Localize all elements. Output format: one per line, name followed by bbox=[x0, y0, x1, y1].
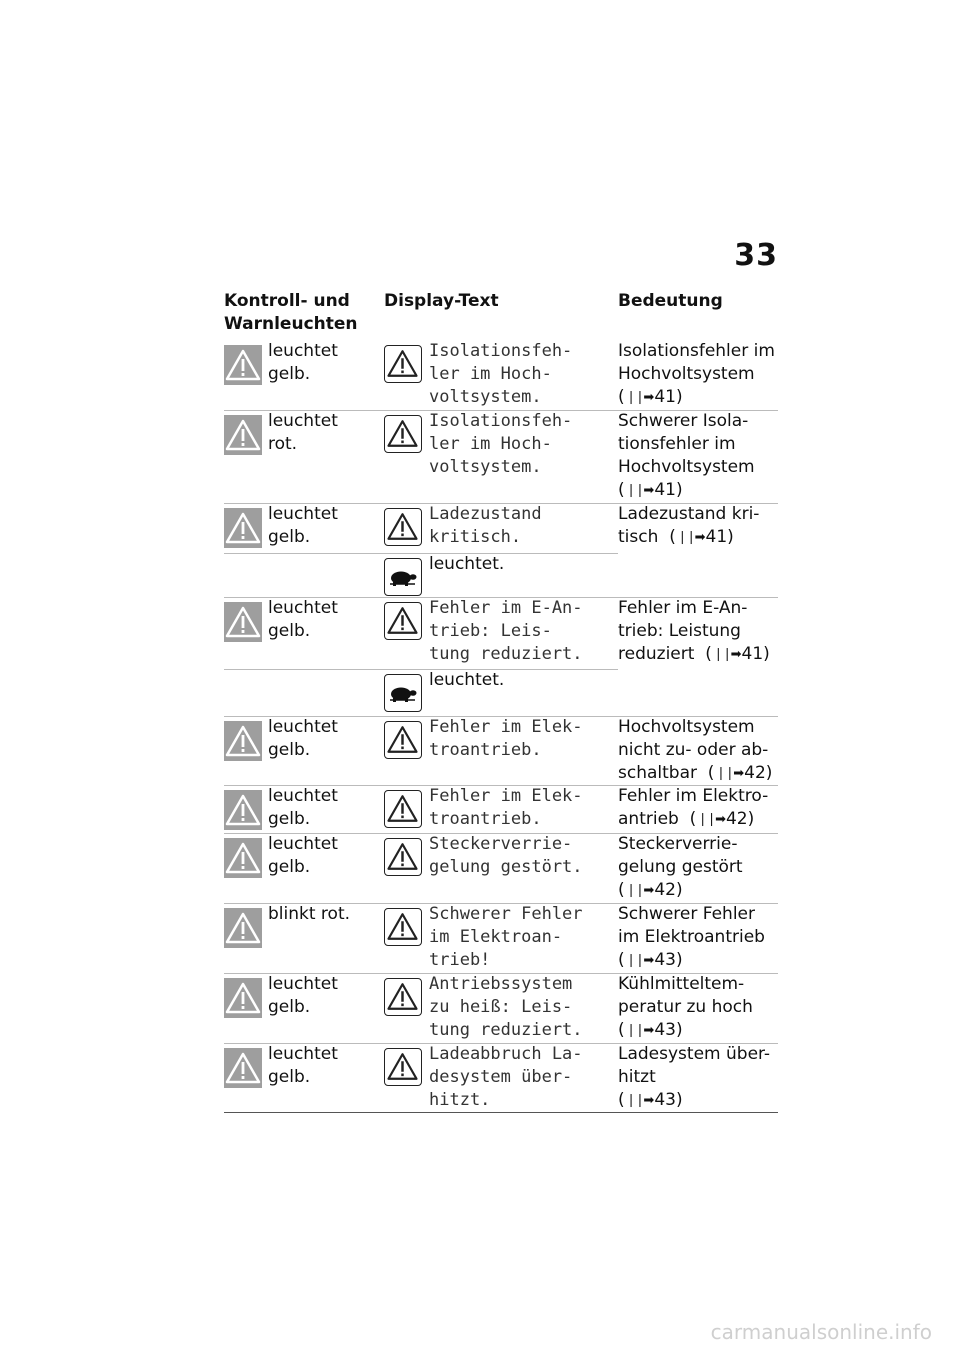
display-sub-text: leuchtet. bbox=[429, 670, 505, 690]
display-warning-icon bbox=[384, 1048, 422, 1086]
display-text bbox=[429, 973, 583, 1042]
display-text-line: Fehler im Elek- bbox=[429, 717, 583, 737]
light-state-line: gelb. bbox=[268, 364, 311, 384]
display-warning-icon bbox=[384, 838, 422, 876]
reference-arrow-icon: ❘❘➡ bbox=[625, 883, 653, 898]
meaning-text bbox=[618, 1043, 778, 1112]
display-text-line: trieb! bbox=[429, 950, 491, 970]
reference-page-number: 42) bbox=[744, 763, 773, 783]
page-reference[interactable]: (❘❘➡ 41) bbox=[618, 387, 683, 407]
display-warning-icon bbox=[384, 602, 422, 640]
reference-arrow-icon: ❘❘➡ bbox=[625, 483, 653, 498]
meaning-line: Schwerer Isola- bbox=[618, 411, 749, 431]
display-text bbox=[429, 410, 572, 479]
light-state bbox=[268, 716, 338, 762]
row-divider bbox=[224, 553, 618, 554]
light-state-line: leuchtet bbox=[268, 717, 338, 737]
display-text-line: tung reduziert. bbox=[429, 644, 583, 664]
light-state-line: gelb. bbox=[268, 809, 311, 829]
meaning-line: Hochvoltsystem bbox=[618, 364, 755, 384]
display-text-line: zu heiß: Leis- bbox=[429, 997, 573, 1017]
light-state-line: blinkt rot. bbox=[268, 904, 351, 924]
display-text-line: Schwerer Fehler bbox=[429, 904, 583, 924]
meaning-text bbox=[618, 833, 778, 902]
meaning-line: Fehler im Elektro- bbox=[618, 786, 769, 806]
reference-page-number: 42) bbox=[725, 809, 755, 829]
display-text-line: ler im Hoch- bbox=[429, 434, 552, 454]
display-text-line: desystem über- bbox=[429, 1067, 573, 1087]
light-state bbox=[268, 833, 338, 879]
warning-light-icon bbox=[224, 978, 262, 1018]
display-text-line: Ladezustand bbox=[429, 504, 542, 524]
light-state bbox=[268, 410, 338, 456]
page-number: 33 bbox=[734, 238, 778, 273]
meaning-text bbox=[618, 597, 778, 666]
display-text bbox=[429, 597, 583, 666]
meaning-text bbox=[618, 785, 778, 831]
meaning-line: Ladezustand kri- bbox=[618, 504, 760, 524]
meaning-line: hitzt bbox=[618, 1067, 656, 1087]
reference-page-number: 41) bbox=[705, 527, 734, 547]
display-text bbox=[429, 833, 583, 879]
meaning-text bbox=[618, 716, 778, 785]
meaning-line: nicht zu- oder ab- bbox=[618, 740, 769, 760]
reference-arrow-icon: ❘❘➡ bbox=[625, 1023, 653, 1038]
light-state-line: gelb. bbox=[268, 997, 311, 1017]
light-state-line: leuchtet bbox=[268, 341, 338, 361]
display-text bbox=[429, 503, 542, 549]
warning-light-icon bbox=[224, 602, 262, 642]
page-reference[interactable]: (❘❘➡ 43) bbox=[618, 1020, 683, 1040]
reference-page-number: 41) bbox=[654, 387, 683, 407]
reference-arrow-icon: ❘❘➡ bbox=[625, 390, 653, 405]
meaning-line: gelung gestört bbox=[618, 857, 743, 877]
reference-page-number: 42) bbox=[654, 880, 683, 900]
display-warning-icon bbox=[384, 508, 422, 546]
display-text-line: hitzt. bbox=[429, 1090, 491, 1110]
meaning-line: im Elektroantrieb bbox=[618, 927, 765, 947]
meaning-line: Hochvoltsystem bbox=[618, 457, 755, 477]
display-text-line: tung reduziert. bbox=[429, 1020, 583, 1040]
meaning-line: Steckerverrie- bbox=[618, 834, 738, 854]
meaning-line: antrieb (❘❘➡ 42) bbox=[618, 809, 755, 829]
light-state-line: leuchtet bbox=[268, 411, 338, 431]
display-text-line: voltsystem. bbox=[429, 387, 542, 407]
display-text-line: trieb: Leis- bbox=[429, 621, 552, 641]
meaning-line: Schwerer Fehler bbox=[618, 904, 755, 924]
warning-light-icon bbox=[224, 838, 262, 878]
meaning-line: Ladesystem über- bbox=[618, 1044, 771, 1064]
meaning-text bbox=[618, 973, 778, 1042]
light-state-line: leuchtet bbox=[268, 974, 338, 994]
meaning-line: trieb: Leistung bbox=[618, 621, 741, 641]
reference-arrow-icon: ❘❘➡ bbox=[697, 812, 724, 827]
display-warning-icon bbox=[384, 978, 422, 1016]
display-text-line: troantrieb. bbox=[429, 809, 542, 829]
meaning-line: Fehler im E-An- bbox=[618, 598, 748, 618]
light-state-line: leuchtet bbox=[268, 834, 338, 854]
page-reference[interactable]: (❘❘➡ 43) bbox=[618, 950, 683, 970]
row-divider bbox=[224, 1112, 778, 1113]
light-state-line: leuchtet bbox=[268, 786, 338, 806]
display-text-line: Isolationsfeh- bbox=[429, 411, 573, 431]
meaning-line: reduziert (❘❘➡ 41) bbox=[618, 644, 770, 664]
meaning-text bbox=[618, 410, 778, 502]
reference-arrow-icon: ❘❘➡ bbox=[625, 1093, 653, 1108]
light-state bbox=[268, 903, 350, 926]
reference-page-number: 41) bbox=[741, 644, 770, 664]
column-header-display-text: Display-Text bbox=[384, 291, 499, 311]
display-text-line: Fehler im E-An- bbox=[429, 598, 583, 618]
reference-page-number: 43) bbox=[654, 1090, 683, 1110]
light-state-line: leuchtet bbox=[268, 1044, 338, 1064]
watermark: carmanualsonline.info bbox=[710, 1320, 932, 1344]
warning-lights-table bbox=[224, 340, 778, 1115]
meaning-line: Kühlmitteltem- bbox=[618, 974, 745, 994]
reference-arrow-icon: ❘❘➡ bbox=[712, 647, 740, 662]
display-turtle-icon bbox=[384, 558, 422, 596]
light-state bbox=[268, 503, 338, 549]
display-text bbox=[429, 716, 583, 762]
display-text bbox=[429, 1043, 583, 1112]
reference-page-number: 43) bbox=[654, 1020, 683, 1040]
display-sub-text: leuchtet. bbox=[429, 554, 505, 574]
display-text-line: Isolationsfeh- bbox=[429, 341, 573, 361]
display-text-line: ler im Hoch- bbox=[429, 364, 552, 384]
light-state bbox=[268, 1043, 338, 1089]
meaning-text bbox=[618, 503, 778, 549]
display-turtle-icon bbox=[384, 674, 422, 712]
display-warning-icon bbox=[384, 415, 422, 453]
column-header-warning-lights: Kontroll- und Warnleuchten bbox=[224, 291, 358, 334]
display-text-line: Fehler im Elek- bbox=[429, 786, 583, 806]
display-text bbox=[429, 785, 583, 831]
warning-light-icon bbox=[224, 1048, 262, 1088]
display-text-line: troantrieb. bbox=[429, 740, 542, 760]
page-reference[interactable]: (❘❘➡ 42) bbox=[618, 880, 683, 900]
display-warning-icon bbox=[384, 908, 422, 946]
display-text-line: Antriebssystem bbox=[429, 974, 573, 994]
reference-page-number: 43) bbox=[654, 950, 683, 970]
display-text-line: im Elektroan- bbox=[429, 927, 563, 947]
meaning-text bbox=[618, 903, 778, 972]
display-text bbox=[429, 903, 583, 972]
light-state bbox=[268, 973, 338, 1019]
meaning-line: peratur zu hoch bbox=[618, 997, 753, 1017]
warning-light-icon bbox=[224, 345, 262, 385]
light-state-line: gelb. bbox=[268, 621, 311, 641]
page-reference[interactable]: (❘❘➡ 43) bbox=[618, 1090, 683, 1110]
reference-arrow-icon: ❘❘➡ bbox=[625, 953, 653, 968]
warning-light-icon bbox=[224, 908, 262, 948]
light-state bbox=[268, 597, 338, 643]
column-header-meaning: Bedeutung bbox=[618, 291, 723, 311]
meaning-line: tisch (❘❘➡ 41) bbox=[618, 527, 734, 547]
meaning-line: Isolationsfehler im bbox=[618, 341, 775, 361]
display-text-line: Steckerverrie- bbox=[429, 834, 573, 854]
warning-light-icon bbox=[224, 721, 262, 761]
light-state-line: gelb. bbox=[268, 1067, 311, 1087]
row-divider bbox=[224, 669, 618, 670]
display-warning-icon bbox=[384, 721, 422, 759]
reference-page-number: 41) bbox=[654, 480, 683, 500]
meaning-line: schaltbar (❘❘➡ 42) bbox=[618, 763, 773, 783]
reference-arrow-icon: ❘❘➡ bbox=[715, 766, 743, 781]
light-state bbox=[268, 340, 338, 386]
warning-light-icon bbox=[224, 790, 262, 830]
page-reference[interactable]: (❘❘➡ 41) bbox=[618, 480, 683, 500]
display-warning-icon bbox=[384, 345, 422, 383]
light-state-line: leuchtet bbox=[268, 598, 338, 618]
light-state-line: leuchtet bbox=[268, 504, 338, 524]
display-text-line: voltsystem. bbox=[429, 457, 542, 477]
meaning-text bbox=[618, 340, 778, 409]
display-text-line: Ladeabbruch La- bbox=[429, 1044, 583, 1064]
light-state-line: gelb. bbox=[268, 740, 311, 760]
display-text bbox=[429, 340, 572, 409]
warning-light-icon bbox=[224, 415, 262, 455]
display-text-line: kritisch. bbox=[429, 527, 522, 547]
meaning-line: tionsfehler im bbox=[618, 434, 736, 454]
light-state-line: gelb. bbox=[268, 527, 311, 547]
light-state bbox=[268, 785, 338, 831]
light-state-line: rot. bbox=[268, 434, 298, 454]
display-text-line: gelung gestört. bbox=[429, 857, 583, 877]
warning-light-icon bbox=[224, 508, 262, 548]
reference-arrow-icon: ❘❘➡ bbox=[676, 530, 704, 545]
meaning-line: Hochvoltsystem bbox=[618, 717, 755, 737]
display-warning-icon bbox=[384, 790, 422, 828]
light-state-line: gelb. bbox=[268, 857, 311, 877]
